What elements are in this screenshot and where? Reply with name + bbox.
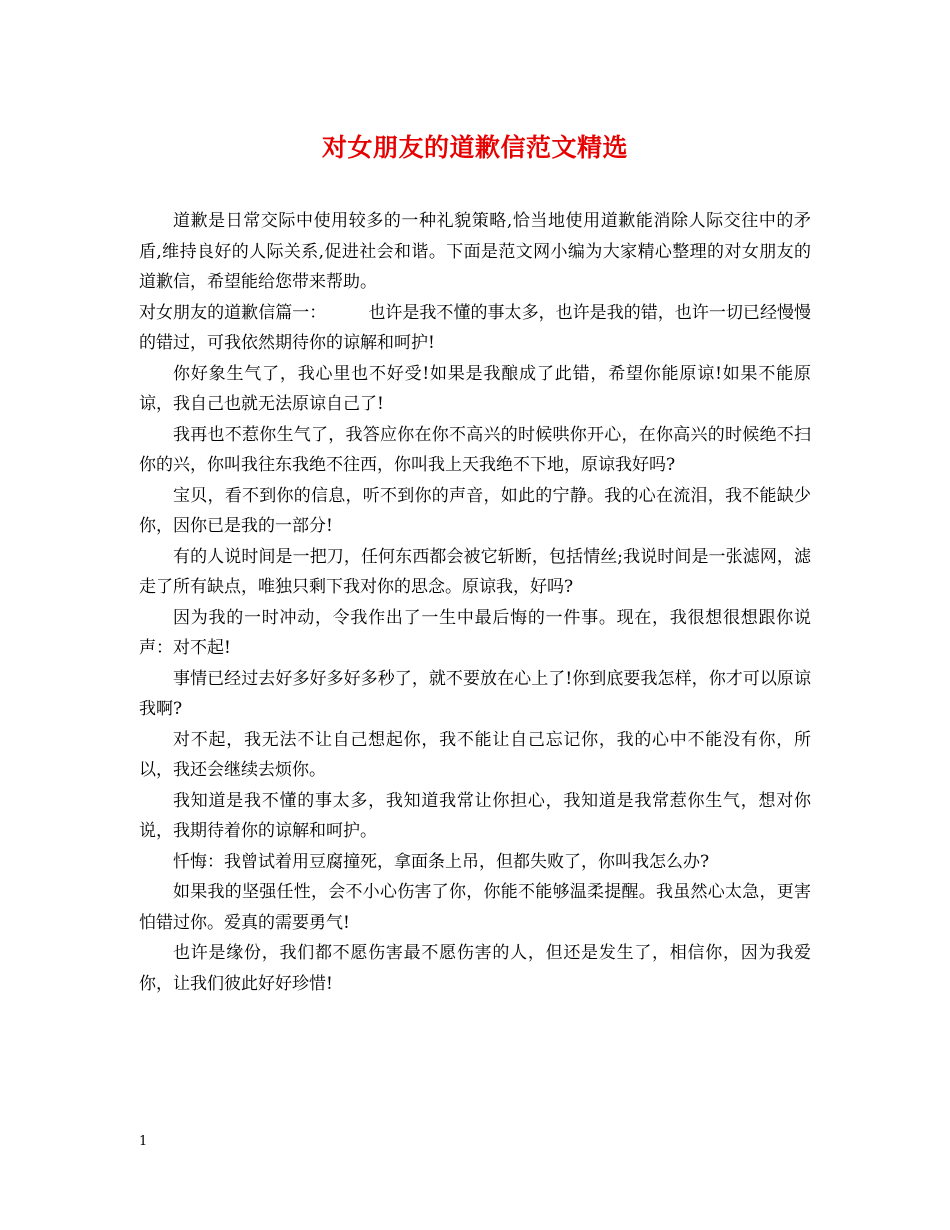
section-paragraph: [139, 298, 811, 359]
page-number: 1: [139, 1134, 148, 1149]
body-paragraph-9: 忏悔：我曾试着用豆腐撞死，拿面条上吊，但都失败了，你叫我怎么办?: [173, 851, 710, 872]
body-paragraph-4: 有的人说时间是一把刀，任何东西都会被它斩断，包括情丝;我说时间是一张滤网，滤走了所有缺点，唯独只剩下我对你的思念。原谅我，好吗?: [139, 546, 811, 597]
body-paragraph-5: 因为我的一时冲动，令我作出了一生中最后悔的一件事。现在，我很想很想跟你说声：对不起!: [139, 607, 811, 658]
document-title: 对女朋友的道歉信范文精选: [321, 133, 628, 162]
body-paragraph-10: 如果我的坚强任性，会不小心伤害了你，你能不能够温柔提醒。我虽然心太急，更害怕错过你。爱真的需要勇气!: [139, 882, 811, 933]
intro-paragraph: 道歉是日常交际中使用较多的一种礼貌策略,恰当地使用道歉能消除人际交往中的矛盾,维持良好的人际关系,促进社会和谐。下面是范文网小编为大家精心整理的对女朋友的道歉信，希望能给您带来帮助。: [139, 211, 811, 292]
body-paragraph-2: 我再也不惹你生气了，我答应你在你不高兴的时候哄你开心，在你高兴的时候绝不扫你的兴，你叫我往东我绝不往西，你叫我上天我绝不下地，原谅我好吗?: [139, 424, 811, 475]
body-paragraph-1: 你好象生气了，我心里也不好受!如果是我酿成了此错，希望你能原谅!如果不能原谅，我自己也就无法原谅自己了!: [139, 363, 811, 414]
body-paragraph-3: 宝贝，看不到你的信息，听不到你的声音，如此的宁静。我的心在流泪，我不能缺少你，因你已是我的一部分!: [139, 485, 811, 536]
body-paragraph-7: 对不起，我无法不让自己想起你，我不能让自己忘记你，我的心中不能没有你，所以，我还会继续去烦你。: [139, 729, 811, 780]
section-first-text: 也许是我不懂的事太多，也许是我的错，也许一切已经慢慢的错过，可我依然期待你的谅解和呵护!: [139, 302, 811, 353]
document-body: [139, 206, 811, 999]
section-heading: 对女朋友的道歉信篇一：: [139, 302, 327, 323]
body-paragraph-11: 也许是缘份，我们都不愿伤害最不愿伤害的人，但还是发生了，相信你，因为我爱你，让我们彼此好好珍惜!: [139, 943, 811, 994]
body-paragraph-6: 事情已经过去好多好多好多秒了，就不要放在心上了!你到底要我怎样，你才可以原谅我啊?: [139, 668, 811, 719]
body-paragraph-8: 我知道是我不懂的事太多，我知道我常让你担心，我知道是我常惹你生气，想对你说，我期待着你的谅解和呵护。: [139, 790, 811, 841]
